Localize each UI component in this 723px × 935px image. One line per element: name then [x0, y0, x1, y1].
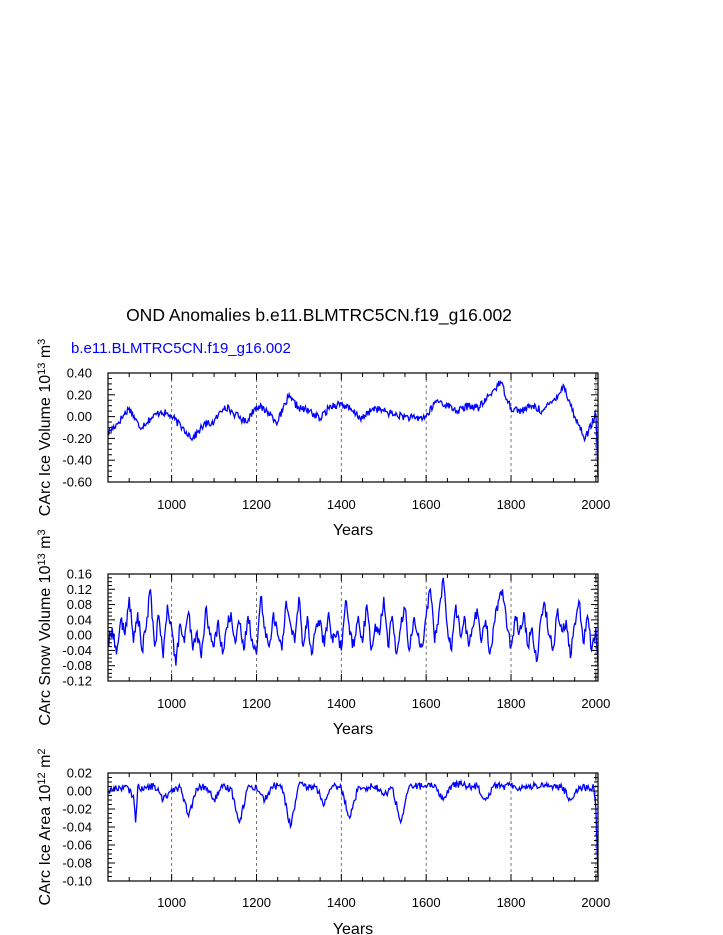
y-tick-label: 0.08	[66, 597, 92, 613]
legend-label: b.e11.BLMTRC5CN.f19_g16.002	[71, 340, 291, 357]
y-tick-label: 0.00	[66, 783, 92, 799]
y-axis-label-text: m	[37, 754, 54, 773]
series-line	[108, 781, 598, 877]
y-axis-label-superscript: 13	[36, 553, 49, 566]
chart-panel-1	[36, 339, 610, 539]
x-tick-label: 1200	[242, 895, 271, 910]
series-line	[108, 381, 598, 477]
y-tick-label: 0.04	[66, 612, 92, 628]
x-tick-label: 1800	[496, 895, 526, 910]
y-axis-label-text: CArc Ice Area 10	[37, 784, 54, 906]
y-tick-label: -0.04	[62, 819, 92, 835]
y-axis-label-text: CArc Ice Volume 10	[37, 374, 54, 517]
y-tick-label: -0.04	[62, 642, 92, 658]
x-tick-label: 1000	[157, 895, 187, 910]
series-line	[108, 578, 598, 666]
x-tick-label: 1600	[411, 497, 441, 512]
x-tick-label: 1400	[326, 497, 356, 512]
y-tick-label: -0.20	[62, 430, 92, 446]
x-tick-label: 1600	[411, 696, 441, 711]
y-tick-label: -0.06	[62, 837, 92, 853]
y-tick-label: -0.08	[62, 658, 92, 674]
x-tick-label: 2000	[581, 497, 611, 512]
y-tick-label: -0.40	[62, 452, 92, 468]
x-tick-label: 1200	[242, 497, 271, 512]
y-tick-label: -0.10	[62, 873, 92, 889]
y-tick-label: -0.60	[62, 474, 92, 490]
x-tick-label: 1400	[326, 895, 356, 910]
y-axis-label-superscript: 2	[36, 748, 49, 755]
y-tick-label: 0.12	[66, 581, 92, 597]
x-tick-label: 1600	[411, 895, 441, 910]
y-axis-label-superscript: 13	[36, 362, 49, 375]
x-axis-label: Years	[332, 721, 374, 738]
y-axis-label-text: m	[37, 535, 54, 554]
y-axis-label-text: CArc Snow Volume 10	[37, 565, 54, 726]
x-tick-label: 1000	[157, 696, 187, 711]
y-axis-label	[36, 339, 54, 517]
y-axis-label	[36, 529, 54, 725]
y-axis-label	[36, 748, 54, 905]
chart-panel-3	[36, 748, 610, 935]
y-axis-label-superscript: 3	[36, 338, 49, 345]
x-tick-label: 1000	[157, 497, 187, 512]
chart-title: OND Anomalies b.e11.BLMTRC5CN.f19_g16.002	[126, 305, 512, 325]
x-tick-label: 2000	[581, 895, 611, 910]
y-tick-label: -0.08	[62, 855, 92, 871]
y-axis-label-text: m	[37, 344, 54, 363]
y-tick-label: 0.20	[66, 387, 92, 403]
x-tick-label: 1400	[326, 696, 356, 711]
y-tick-label: 0.40	[66, 365, 92, 381]
x-tick-label: 1200	[242, 696, 271, 711]
x-tick-label: 2000	[581, 696, 611, 711]
y-tick-label: 0.16	[66, 566, 92, 582]
y-tick-label: -0.02	[62, 801, 92, 817]
x-tick-label: 1800	[496, 497, 526, 512]
x-axis-label: Years	[332, 921, 374, 935]
y-tick-label: 0.02	[66, 765, 92, 781]
y-axis-label-superscript: 3	[36, 529, 49, 536]
x-tick-label: 1800	[496, 696, 526, 711]
y-tick-label: -0.12	[62, 673, 92, 689]
y-axis-label-superscript: 12	[36, 772, 49, 785]
x-axis-label: Years	[332, 522, 374, 539]
y-tick-label: 0.00	[66, 627, 92, 643]
chart-panel-2	[36, 529, 610, 738]
y-tick-label: 0.00	[66, 409, 92, 425]
